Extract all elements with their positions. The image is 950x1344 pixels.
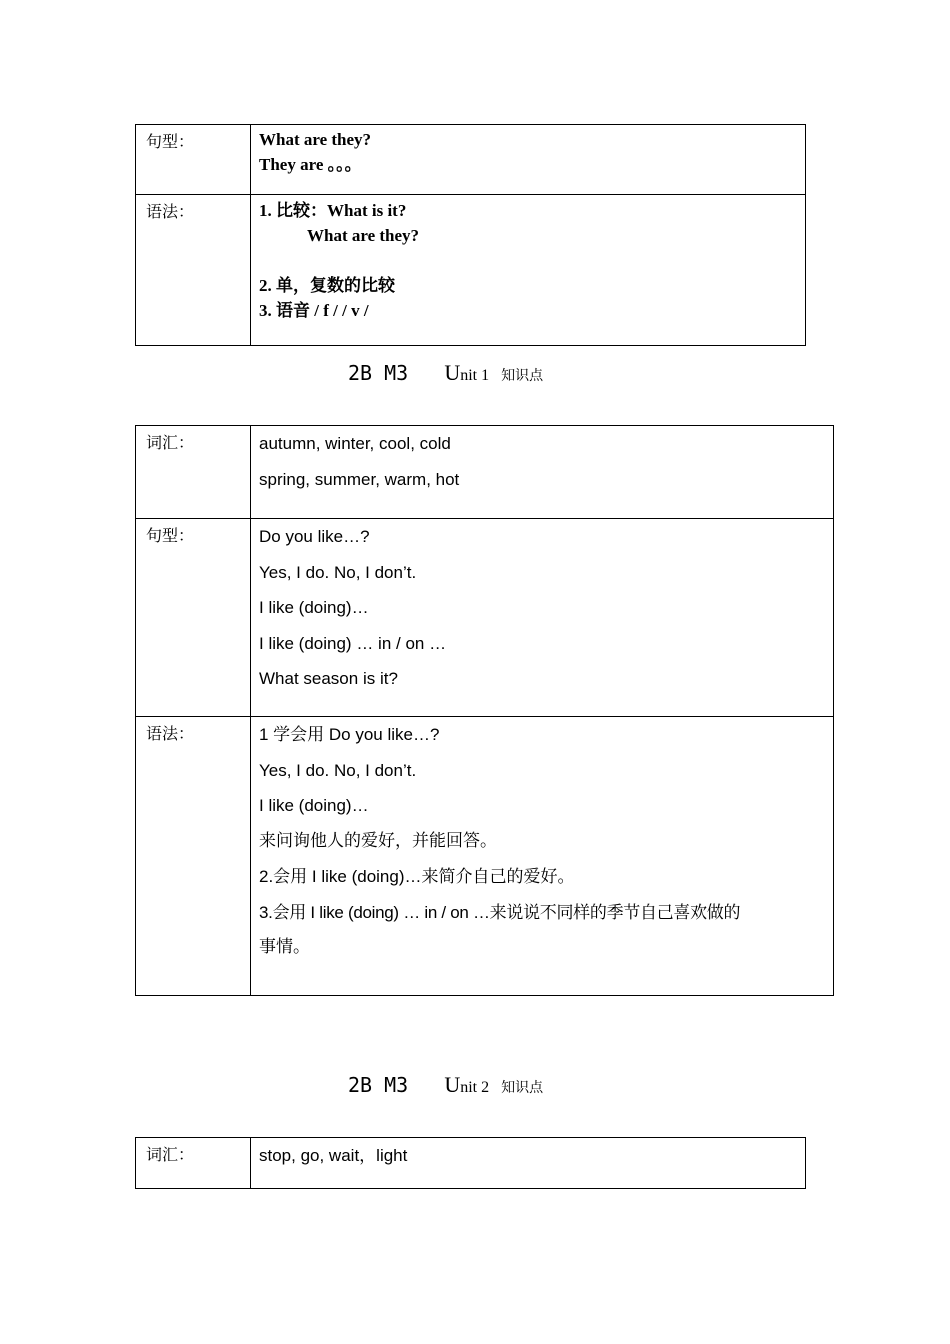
table-row [136, 519, 834, 717]
content-line: spring, summer, warm, hot [259, 469, 460, 489]
section-heading-unit2 [348, 1072, 543, 1098]
content-line: What are they? [259, 130, 372, 149]
content-line: I like (doing)… [259, 598, 369, 617]
heading-knowledge: 知识点 [501, 368, 544, 384]
content-line: What are they? [307, 226, 420, 245]
heading-u: U [444, 360, 461, 385]
row-content [251, 519, 834, 717]
heading-unit-number: nit 2 [460, 1079, 490, 1096]
content-line: Yes, I do. No, I don’t. [259, 562, 417, 582]
row-label-grammar: 语法： [136, 717, 251, 996]
content-line: Do you like…? [259, 527, 370, 546]
row-label-sentence: 句型： [136, 125, 251, 195]
table-row [136, 195, 806, 346]
content-line: stop, go, wait，light [259, 1146, 408, 1165]
heading-unit-number: nit 1 [460, 367, 490, 384]
content-line: Yes, I do. No, I don’t. [259, 760, 417, 780]
row-content [251, 1138, 806, 1189]
content-line: What season is it? [259, 669, 398, 688]
content-line: autumn, winter, cool, cold [259, 434, 451, 453]
content-line: 3. 语音 / f / / v / [259, 301, 369, 320]
content-line: 2.会用 I like (doing)…来简介自己的爱好。 [259, 867, 575, 886]
table-unit1 [135, 425, 834, 996]
heading-knowledge: 知识点 [501, 1080, 544, 1096]
table-row [136, 426, 834, 519]
content-line: I like (doing) … in / on … [259, 633, 447, 653]
content-line: 事情。 [259, 937, 310, 957]
table-row [136, 1138, 806, 1189]
table-row [136, 717, 834, 996]
row-label-vocabulary: 词汇： [136, 426, 251, 519]
content-line: 3.会用 I like (doing) … in / on …来说说不同样的季节自己喜欢做的 [259, 902, 741, 922]
heading-code: 2B M3 [348, 1073, 409, 1097]
table-row [136, 125, 806, 195]
row-label-vocabulary: 词汇： [136, 1138, 251, 1189]
row-content [251, 195, 806, 346]
row-content [251, 426, 834, 519]
row-label-grammar: 语法： [136, 195, 251, 346]
content-line: They are 。。。 [259, 155, 362, 174]
section-heading-unit1 [348, 360, 543, 386]
row-content [251, 125, 806, 195]
heading-u: U [444, 1072, 461, 1097]
content-line [259, 248, 805, 273]
row-label-sentence: 句型： [136, 519, 251, 717]
table-unit2 [135, 1137, 806, 1189]
content-line: 1. 比较：What is it? [259, 201, 407, 220]
content-line: 来问询他人的爱好，并能回答。 [259, 830, 497, 851]
content-line: 1 学会用 Do you like…? [259, 725, 440, 744]
row-content [251, 717, 834, 996]
content-line: 2. 单，复数的比较 [259, 276, 395, 295]
table-unit-prev [135, 124, 806, 346]
heading-code: 2B M3 [348, 361, 409, 385]
content-line: I like (doing)… [259, 796, 369, 815]
